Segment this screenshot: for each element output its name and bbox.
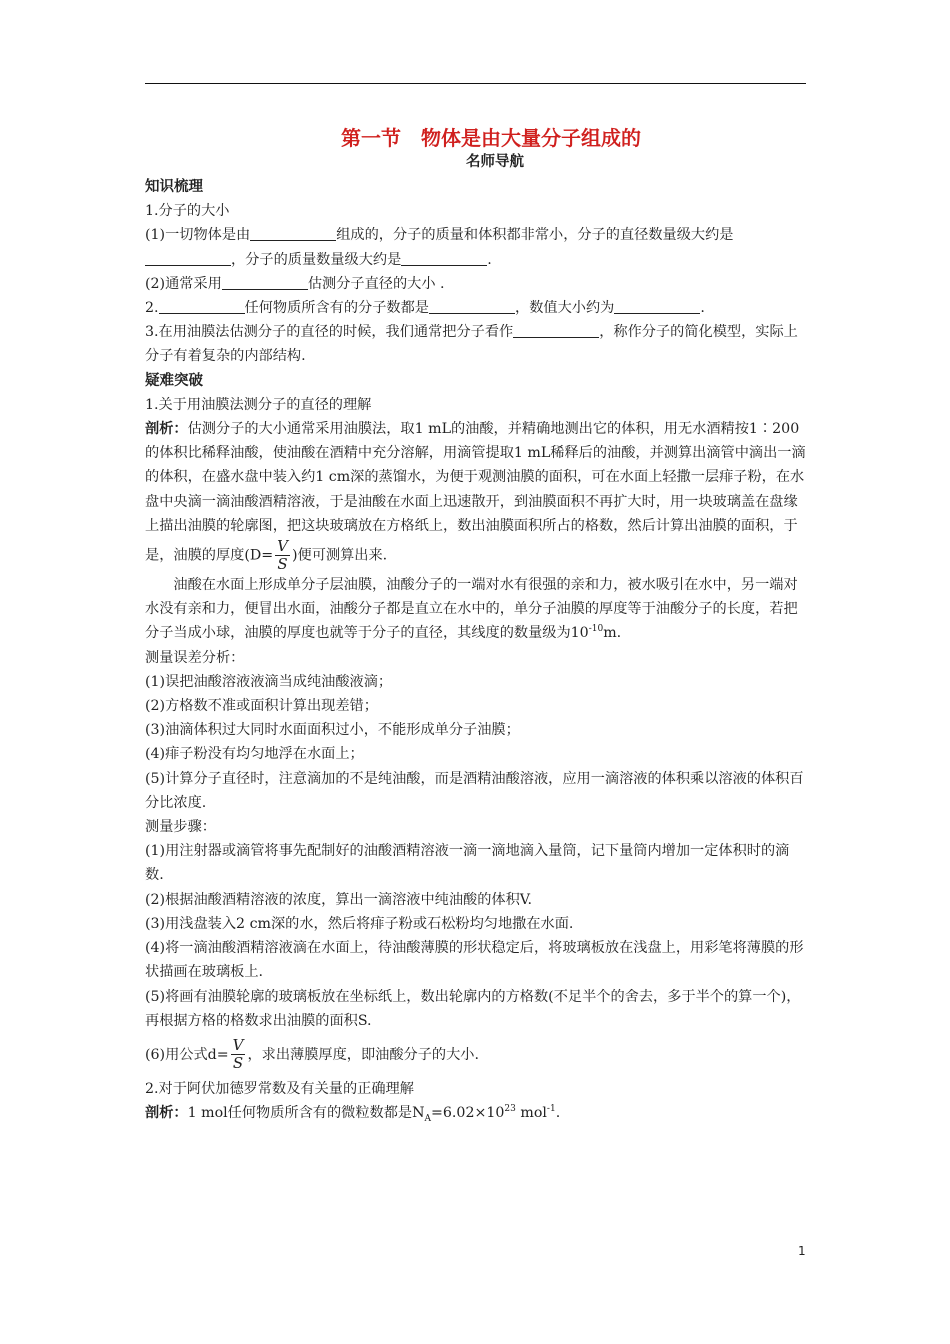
- topic-2-title: 2.对于阿伏加德罗常数及有关量的正确理解: [145, 1080, 414, 1097]
- item-1a: (1)一切物体是由 组成的，分子的质量和体积都非常小，分子的直径数量级大约是，分子的质量数量级大约是 .: [145, 223, 807, 271]
- step-item: (4)将一滴油酸酒精溶液滴在水面上，待油酸薄膜的形状稳定后，将玻璃板放在浅盘上，用彩笔将薄膜的形状描画在玻璃板上.: [145, 940, 804, 981]
- topic-1-title: 1.关于用油膜法测分子的直径的理解: [145, 396, 372, 413]
- step-item: (3)用浅盘装入2 cm深的水，然后将痱子粉或石松粉均匀地撒在水面.: [145, 915, 574, 932]
- header-rule: [145, 83, 806, 84]
- step-item: (5)将画有油膜轮廓的玻璃板放在坐标纸上，数出轮廓内的方格数(不足半个的舍去，多于半个的算一个)，再根据方格的格数求出油膜的面积S.: [145, 988, 801, 1029]
- error-analysis-title: 测量误差分析：: [145, 649, 245, 666]
- step-item-6: (6)用公式d= $\frac{V}{S}$ ，求出薄膜厚度，即油酸分子的大小.: [145, 1036, 479, 1073]
- page-subtitle: 名师导航: [466, 154, 524, 170]
- page-number: 1: [798, 1244, 806, 1258]
- analysis-paragraph-1: 剖析：估测分子的大小通常采用油膜法，取1 mL的油酸，并精确地测出它的体积，用无水酒精按1∶200的体积比稀释油酸，使油酸在酒精中充分溶解，用滴管提取1 mL稀释后的油酸，并测算出滴管中滴出一滴的体积，在盛水盘中装入约1 cm深的蒸馏水，为便于观测油膜的面积，可在水面上轻撒一层痱子粉，在水盘中央滴一滴油酸酒精溶液，于是油酸在水面上迅速散开，到油膜面积不再扩大时，用一块玻璃盖在盘缘上描出油膜的轮廓图，把这块玻璃放在方格纸上，数出油膜面积所占的格数，然后计算出油膜的面积，于是，油膜的厚度(D= $\frac{V}{S}$ )便可测算出来.: [145, 421, 806, 574]
- analysis-paragraph-3: 剖析：1 mol任何物质所含有的微粒数都是$N_A=6.02\times 10^{23}$ mol$^{-1}$.: [145, 1104, 561, 1124]
- page-title: 第一节 物体是由大量分子组成的: [341, 126, 641, 150]
- analysis-paragraph-2: 油酸在水面上形成单分子层油膜，油酸分子的一端对水有很强的亲和力，被水吸引在水中，另一端对水没有亲和力，便冒出水面，油酸分子都是直立在水中的，单分子油膜的厚度等于油酸分子的长度，若把分子当成小球，油膜的厚度也就等于分子的直径，其线度的数量级为$10^{-10}m$.: [145, 577, 798, 642]
- section-heading-difficulties: 疑难突破: [145, 372, 203, 389]
- item-1b: (2)通常采用 估测分子直径的大小 .: [145, 272, 807, 296]
- error-item: (5)计算分子直径时，注意滴加的不是纯油酸，而是酒精油酸溶液，应用一滴溶液的体积乘以溶液的体积百分比浓度.: [145, 770, 804, 811]
- error-item: (1)误把油酸溶液液滴当成纯油酸液滴；: [145, 673, 393, 690]
- fill-blank: [429, 297, 515, 314]
- fill-blank: [145, 249, 231, 266]
- step-item: (1)用注射器或滴管将事先配制好的油酸酒精溶液一滴一滴地滴入量筒，记下量筒内增加一定体积时的滴数.: [145, 843, 790, 884]
- fill-blank: [513, 321, 599, 338]
- item-3: 3.在用油膜法估测分子的直径的时候，我们通常把分子看作 ，称作分子的简化模型，实际上分子有着复杂的内部结构.: [145, 320, 807, 368]
- analysis-label: 剖析：: [145, 421, 188, 438]
- error-item: (2)方格数不准或面积计算出现差错；: [145, 698, 378, 715]
- analysis-label: 剖析：: [145, 1105, 188, 1122]
- fill-blank: [401, 249, 487, 266]
- fill-blank: [614, 297, 700, 314]
- item-2: 2. 任何物质所含有的分子数都是 ，数值大小约为 .: [145, 296, 807, 320]
- fill-blank: [250, 224, 336, 241]
- step-item: (2)根据油酸酒精溶液的浓度，算出一滴溶液中纯油酸的体积V.: [145, 891, 533, 908]
- item-1-title: 1.分子的大小: [145, 203, 230, 220]
- document-body: [145, 125, 807, 1125]
- error-item: (3)油滴体积过大同时水面面积过小，不能形成单分子油膜；: [145, 722, 520, 739]
- fill-blank: [159, 297, 245, 314]
- fill-blank: [222, 273, 308, 290]
- fraction-v-over-s: $\frac{V}{S}$: [232, 1036, 244, 1073]
- error-item: (4)痱子粉没有均匀地浮在水面上；: [145, 746, 364, 763]
- fraction-v-over-s: $\frac{V}{S}$: [277, 537, 288, 574]
- section-heading-knowledge: 知识梳理: [145, 179, 203, 195]
- steps-title: 测量步骤：: [145, 819, 216, 836]
